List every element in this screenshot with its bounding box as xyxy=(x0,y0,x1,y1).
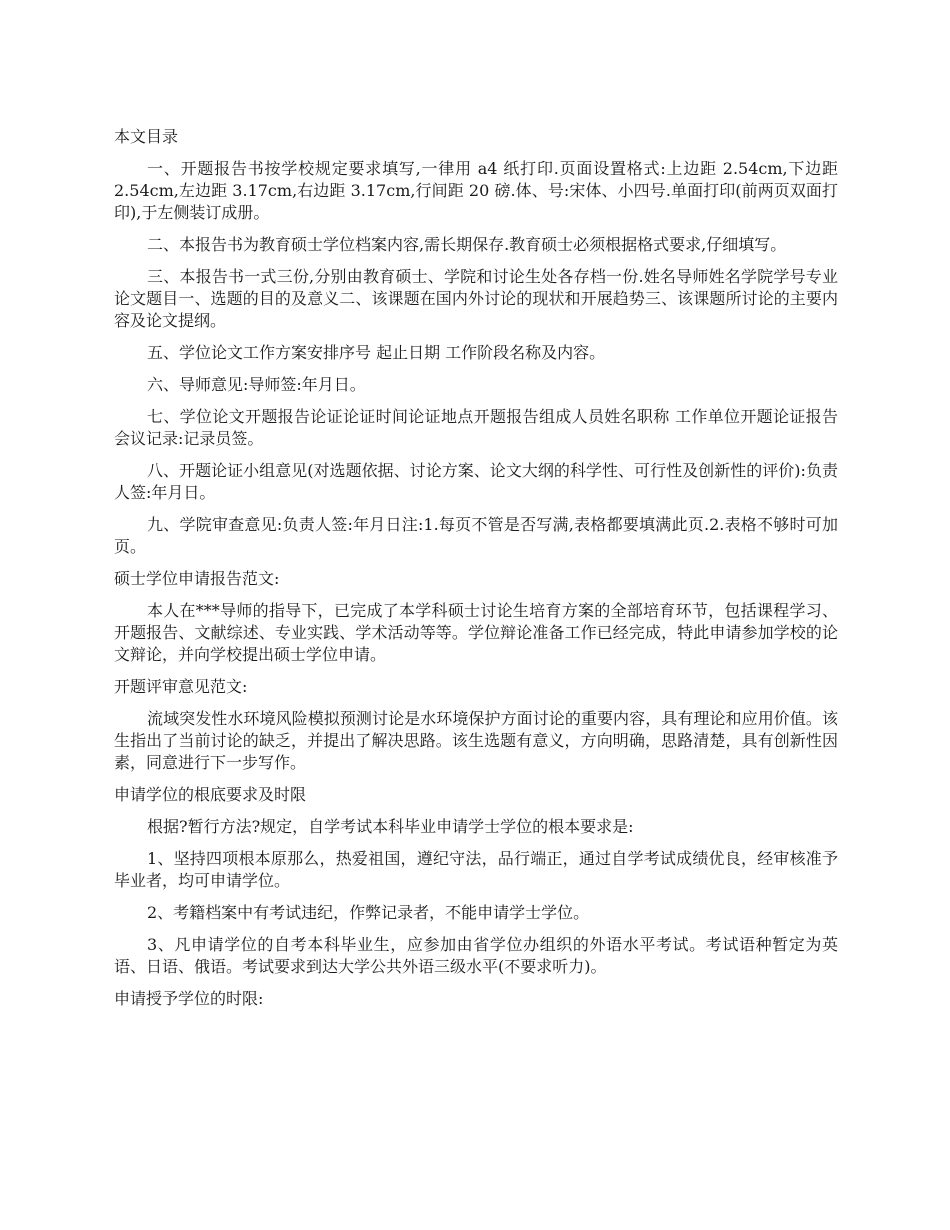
section-heading-review: 开题评审意见范文: xyxy=(114,677,248,696)
paragraph-item-3: 三、本报告书一式三份,分别由教育硕士、学院和讨论生处各存档一份.姓名导师姓名学院学号专业论文题目一、选题的目的及意义二、该课题在国内外讨论的现状和开展趋势三、该课题所讨论的主要内容及论文提纲。 xyxy=(114,267,838,330)
paragraph-item-5: 五、学位论文工作方案安排序号 起止日期 工作阶段名称及内容。 xyxy=(147,343,606,362)
paragraph-requirement-2: 2、考籍档案中有考试违纪，作弊记录者，不能申请学士学位。 xyxy=(147,903,590,922)
paragraph-application: 本人在***导师的指导下，已完成了本学科硕士讨论生培育方案的全部培育环节，包括课程学习、开题报告、文献综述、专业实践、学术活动等等。学位辩论准备工作已经完成，特此申请参加学校的论文辩论，并向学校提出硕士学位申请。 xyxy=(114,601,838,664)
section-heading-time-limit: 申请授予学位的时限: xyxy=(114,989,264,1008)
paragraph-item-6: 六、导师意见:导师签:年月日。 xyxy=(147,375,366,394)
paragraph-item-8: 八、开题论证小组意见(对选题依据、讨论方案、论文大纲的科学性、可行性及创新性的评价):负责人签:年月日。 xyxy=(114,461,838,502)
paragraph-requirements-intro: 根据?暂行方法?规定，自学考试本科毕业申请学士学位的根本要求是: xyxy=(147,817,634,836)
paragraph-item-1: 一、开题报告书按学校规定要求填写,一律用 a4 纸打印.页面设置格式:上边距 2.54cm,下边距 2.54cm,左边距 3.17cm,右边距 3.17cm,行间距 20 磅.体、号:宋体、小四号.单面打印(前两页双面打印),于左侧装订成册。 xyxy=(114,159,838,222)
paragraph-item-7: 七、学位论文开题报告论证论证时间论证地点开题报告组成人员姓名职称 工作单位开题论证报告会议记录:记录员签。 xyxy=(114,407,838,448)
section-heading-application: 硕士学位申请报告范文: xyxy=(114,569,280,588)
section-heading-toc: 本文目录 xyxy=(114,127,179,146)
paragraph-item-2: 二、本报告书为教育硕士学位档案内容,需长期保存.教育硕士必须根据格式要求,仔细填写。 xyxy=(147,235,787,254)
paragraph-requirement-1: 1、坚持四项根本原那么，热爱祖国，遵纪守法，品行端正，通过自学考试成绩优良，经审核准予毕业者，均可申请学位。 xyxy=(114,849,838,890)
paragraph-requirement-3: 3、凡申请学位的自考本科毕业生，应参加由省学位办组织的外语水平考试。考试语种暂定为英语、日语、俄语。考试要求到达大学公共外语三级水平(不要求听力)。 xyxy=(114,935,838,976)
section-heading-requirements: 申请学位的根底要求及时限 xyxy=(114,785,307,804)
paragraph-review: 流域突发性水环境风险模拟预测讨论是水环境保护方面讨论的重要内容，具有理论和应用价值。该生指出了当前讨论的缺乏，并提出了解决思路。该生选题有意义，方向明确，思路清楚，具有创新性因素，同意进行下一步写作。 xyxy=(114,709,838,772)
document-body xyxy=(114,126,838,1020)
paragraph-item-9: 九、学院审查意见:负责人签:年月日注:1.每页不管是否写满,表格都要填满此页.2.表格不够时可加页。 xyxy=(114,515,838,556)
